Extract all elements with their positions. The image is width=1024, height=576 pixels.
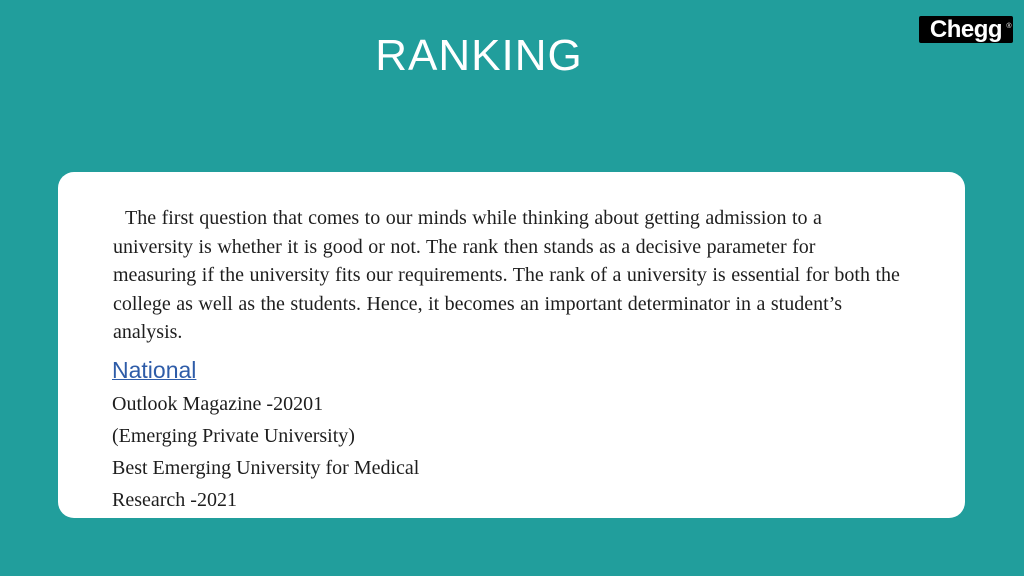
ranking-item: (Emerging Private University) bbox=[112, 425, 355, 447]
registered-mark: ® bbox=[1006, 23, 1011, 30]
ranking-item: Outlook Magazine -20201 bbox=[112, 393, 324, 415]
ranking-item: Best Emerging University for Medical bbox=[112, 457, 420, 479]
ranking-list bbox=[112, 388, 419, 516]
national-link[interactable]: National bbox=[112, 357, 197, 383]
slide-title: RANKING bbox=[375, 31, 583, 80]
logo-text: Chegg bbox=[929, 16, 1003, 43]
ranking-item: Research -2021 bbox=[112, 489, 237, 511]
chegg-logo bbox=[919, 16, 1013, 43]
content-card bbox=[58, 172, 965, 518]
intro-paragraph: The first question that comes to our minds while thinking about getting admission to a university is whether it is good or not. The rank then stands as a decisive parameter for measuring if the university fits our requirements. The rank of a university is essential for both the college as well as the students. Hence, it becomes an important determinator in a student’s analysis. bbox=[113, 207, 900, 343]
